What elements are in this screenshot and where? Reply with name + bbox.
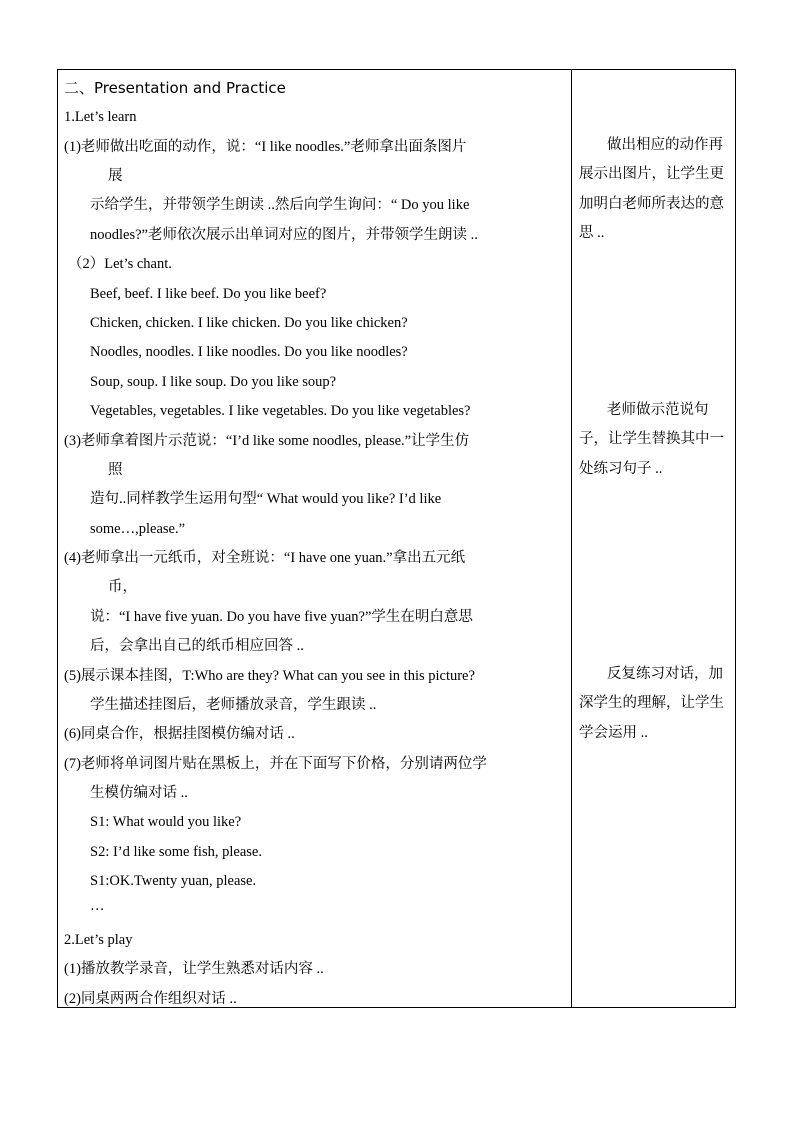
text-line: (4)老师拿出一元纸币，对全班说：“I have one yuan.”拿出五元纸 [64, 550, 466, 566]
teaching-note [579, 396, 733, 484]
text-line: 1.Let’s learn [64, 109, 137, 125]
text-line: (3)老师拿着图片示范说：“I’d like some noodles, please.”让学生仿 [64, 433, 470, 449]
text-line: S1: What would you like? [90, 814, 242, 830]
text-line: (7)老师将单词图片贴在黑板上，并在下面写下价格，分别请两位学 [64, 756, 487, 772]
text-line: Vegetables, vegetables. I like vegetables. Do you like vegetables? [90, 403, 471, 419]
text-line: Beef, beef. I like beef. Do you like beef? [90, 286, 327, 302]
teaching-note [579, 660, 733, 748]
text-line: 币， [108, 579, 137, 595]
text-line: Noodles, noodles. I like noodles. Do you like noodles? [90, 344, 408, 360]
text-line: (2)同桌两两合作组织对话 .. [64, 991, 237, 1007]
text-line: S1:OK.Twenty yuan, please. [90, 873, 257, 889]
text-line: 学生描述挂图后，老师播放录音，学生跟读 .. [90, 697, 377, 713]
text-line: 说：“I have five yuan. Do you have five yuan?”学生在明白意思 [90, 609, 473, 625]
text-line: 后，会拿出自己的纸币相应回答 .. [90, 638, 304, 654]
text-line: 示给学生，并带领学生朗读 ..然后向学生询问：“ Do you like [90, 197, 470, 213]
text-line: （2）Let’s chant. [68, 256, 172, 272]
text-line: S2: I’d like some fish, please. [90, 844, 262, 860]
teaching-note-text: 做出相应的动作再展示出图片，让学生更加明白老师所表达的意思 .. [579, 137, 724, 242]
text-line: 2.Let’s play [64, 932, 133, 948]
teaching-note-text: 老师做示范说句子，让学生替换其中一处练习句子 .. [579, 402, 724, 477]
teaching-note-text: 反复练习对话，加深学生的理解，让学生学会运用 .. [579, 666, 724, 741]
text-line: (6)同桌合作，根据挂图模仿编对话 .. [64, 726, 295, 742]
text-line: Chicken, chicken. I like chicken. Do you like chicken? [90, 315, 408, 331]
text-line: (5)展示课本挂图，T:Who are they? What can you see in this picture? [64, 668, 475, 684]
text-line: (1)播放教学录音，让学生熟悉对话内容 .. [64, 961, 324, 977]
text-line: some…,please.” [90, 521, 186, 537]
text-line: 生模仿编对话 .. [90, 785, 188, 801]
column-divider [571, 69, 572, 1008]
text-line: 照 [108, 462, 123, 478]
text-line: 展 [108, 168, 123, 184]
text-line: 造句..同样教学生运用句型“ What would you like? I’d like [90, 491, 442, 507]
section-heading: 二、Presentation and Practice [64, 79, 286, 97]
teaching-note [579, 131, 733, 249]
text-line: noodles?”老师依次展示出单词对应的图片，并带领学生朗读 .. [90, 227, 478, 243]
text-line: … [90, 898, 105, 914]
text-line: Soup, soup. I like soup. Do you like soup? [90, 374, 337, 390]
text-line: (1)老师做出吃面的动作，说：“I like noodles.”老师拿出面条图片 [64, 139, 467, 155]
